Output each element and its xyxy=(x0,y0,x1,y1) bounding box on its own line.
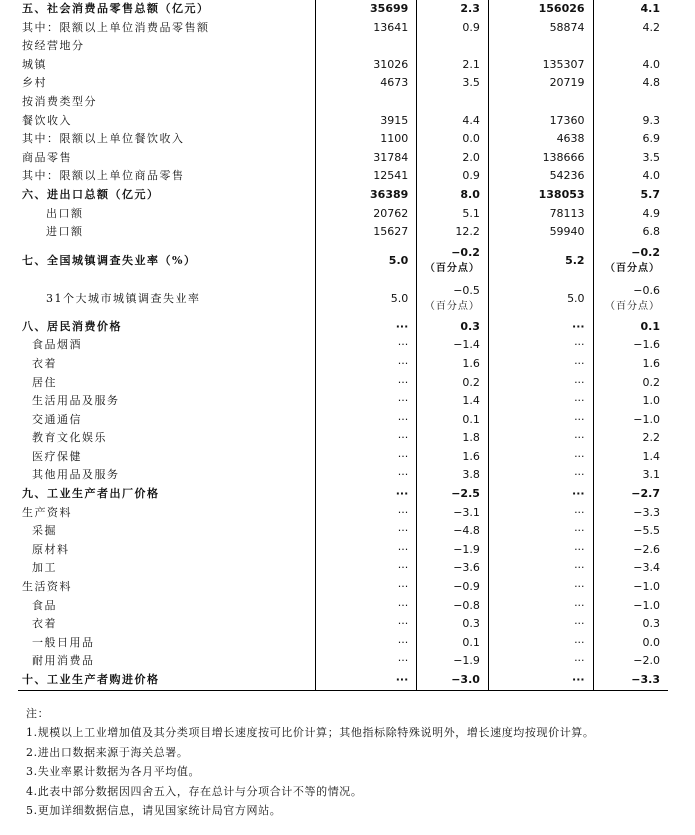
row-label: 31个大城市城镇调查失业率 xyxy=(46,291,201,305)
value-3: 138053 xyxy=(488,186,593,205)
value-text: −0.6 xyxy=(633,283,660,297)
value-4: 0.0 xyxy=(593,634,668,653)
value-3: ··· xyxy=(488,559,593,578)
value-4: 1.4 xyxy=(593,448,668,467)
value-1: 4673 xyxy=(315,74,416,93)
value-3: ··· xyxy=(488,318,593,337)
row-label: 按消费类型分 xyxy=(22,94,97,108)
value-text: −0.2 xyxy=(631,245,660,259)
value-2: 2.1 xyxy=(417,56,489,75)
value-2: −3.6 xyxy=(417,559,489,578)
value-1: 35699 xyxy=(315,0,416,19)
value-2: 3.8 xyxy=(417,466,489,485)
value-3: 78113 xyxy=(488,205,593,224)
value-3: 54236 xyxy=(488,167,593,186)
value-2: 0.9 xyxy=(417,167,489,186)
value-1: 5.0 xyxy=(315,242,416,280)
row-label: 五、社会消费品零售总额（亿元） xyxy=(22,2,210,15)
value-4: −3.3 xyxy=(593,671,668,690)
table-row xyxy=(18,504,668,523)
row-label: 教育文化娱乐 xyxy=(32,431,107,445)
value-2: 1.6 xyxy=(417,355,489,374)
value-1: ··· xyxy=(315,355,416,374)
value-2: −3.1 xyxy=(417,504,489,523)
row-label: 医疗保健 xyxy=(32,449,82,463)
value-1: 31784 xyxy=(315,149,416,168)
value-3: ··· xyxy=(488,597,593,616)
value-2: −2.5 xyxy=(417,485,489,504)
value-2: −0.8 xyxy=(417,597,489,616)
row-label: 八、居民消费价格 xyxy=(22,319,122,333)
value-1: ··· xyxy=(315,671,416,690)
value-2: 0.2 xyxy=(417,374,489,393)
unit-note: （百分点） xyxy=(605,300,660,312)
value-1: ··· xyxy=(315,411,416,430)
table-row xyxy=(18,0,668,19)
value-3: ··· xyxy=(488,634,593,653)
value-2: −0.9 xyxy=(417,578,489,597)
table-row xyxy=(18,186,668,205)
value-4: −1.0 xyxy=(593,578,668,597)
value-1: ··· xyxy=(315,522,416,541)
table-row xyxy=(18,280,668,318)
value-2: −1.4 xyxy=(417,336,489,355)
note-item: 2.进出口数据来源于海关总署。 xyxy=(26,745,189,759)
table-row xyxy=(18,392,668,411)
value-2: −4.8 xyxy=(417,522,489,541)
row-label: 居住 xyxy=(32,375,57,389)
table-row xyxy=(18,355,668,374)
row-label: 一般日用品 xyxy=(32,635,95,649)
value-2: 0.3 xyxy=(417,318,489,337)
row-label: 原材料 xyxy=(32,542,70,556)
table-row xyxy=(18,615,668,634)
value-1: ··· xyxy=(315,392,416,411)
value-4: 4.9 xyxy=(593,205,668,224)
value-1: ··· xyxy=(315,336,416,355)
value-3: ··· xyxy=(488,336,593,355)
table-row xyxy=(18,167,668,186)
value-1: ··· xyxy=(315,448,416,467)
value-4 xyxy=(593,37,668,56)
row-label: 加工 xyxy=(32,561,57,575)
value-3: 5.2 xyxy=(488,242,593,280)
row-label: 出口额 xyxy=(46,206,84,220)
value-4: 1.0 xyxy=(593,392,668,411)
value-1: 36389 xyxy=(315,186,416,205)
value-2: 12.2 xyxy=(417,223,489,242)
table-row xyxy=(18,466,668,485)
note-item: 1.规模以上工业增加值及其分类项目增长速度按可比价计算；其他指标除特殊说明外，增长速度均按现价计算。 xyxy=(26,726,595,740)
unit-note: （百分点） xyxy=(605,262,660,274)
table-row xyxy=(18,149,668,168)
value-4: 3.1 xyxy=(593,466,668,485)
value-1: 1100 xyxy=(315,130,416,149)
value-4: 4.8 xyxy=(593,74,668,93)
value-1: ··· xyxy=(315,485,416,504)
value-3: ··· xyxy=(488,541,593,560)
row-label: 生产资料 xyxy=(22,505,72,519)
value-4 xyxy=(593,242,668,280)
row-label: 七、全国城镇调查失业率（%） xyxy=(22,253,197,267)
row-label: 九、工业生产者出厂价格 xyxy=(22,487,160,501)
value-text: −0.2 xyxy=(451,245,480,259)
value-3 xyxy=(488,37,593,56)
value-2 xyxy=(417,280,489,318)
value-1: ··· xyxy=(315,578,416,597)
note-item: 5.更加详细数据信息，请见国家统计局官方网站。 xyxy=(26,804,282,818)
unit-note: （百分点） xyxy=(424,300,480,312)
table-row xyxy=(18,19,668,38)
value-1 xyxy=(315,93,416,112)
value-2: 5.1 xyxy=(417,205,489,224)
value-4: 4.0 xyxy=(593,56,668,75)
value-3: 138666 xyxy=(488,149,593,168)
value-1 xyxy=(315,37,416,56)
value-1: ··· xyxy=(315,466,416,485)
value-3: ··· xyxy=(488,485,593,504)
table-row xyxy=(18,336,668,355)
table-row xyxy=(18,485,668,504)
value-4: 9.3 xyxy=(593,112,668,131)
value-4: 1.6 xyxy=(593,355,668,374)
row-label: 生活资料 xyxy=(22,580,72,594)
value-4: 4.1 xyxy=(593,0,668,19)
value-2: 0.1 xyxy=(417,634,489,653)
value-3: ··· xyxy=(488,429,593,448)
value-3: ··· xyxy=(488,504,593,523)
table-row xyxy=(18,652,668,671)
value-3: 58874 xyxy=(488,19,593,38)
notes-title: 注： xyxy=(26,707,50,720)
table-row xyxy=(18,37,668,56)
value-3: ··· xyxy=(488,652,593,671)
table-row xyxy=(18,448,668,467)
row-label: 采掘 xyxy=(32,524,57,538)
footnotes xyxy=(26,704,666,820)
table-row xyxy=(18,74,668,93)
row-label: 生活用品及服务 xyxy=(32,394,120,408)
value-1: 5.0 xyxy=(315,280,416,318)
value-1: 15627 xyxy=(315,223,416,242)
value-4: −2.6 xyxy=(593,541,668,560)
table-row xyxy=(18,411,668,430)
value-3: ··· xyxy=(488,392,593,411)
table-row xyxy=(18,374,668,393)
value-3: 156026 xyxy=(488,0,593,19)
value-3: ··· xyxy=(488,448,593,467)
value-1: ··· xyxy=(315,374,416,393)
row-label: 六、进出口总额（亿元） xyxy=(22,187,160,201)
row-label: 其中：限额以上单位商品零售 xyxy=(22,169,185,183)
unit-note: （百分点） xyxy=(424,262,480,274)
value-1: ··· xyxy=(315,318,416,337)
value-2: 1.4 xyxy=(417,392,489,411)
statistics-table xyxy=(18,0,668,691)
value-4: 4.2 xyxy=(593,19,668,38)
value-3: 59940 xyxy=(488,223,593,242)
value-1: ··· xyxy=(315,615,416,634)
value-1: ··· xyxy=(315,541,416,560)
value-1: 31026 xyxy=(315,56,416,75)
value-4: 6.9 xyxy=(593,130,668,149)
row-label: 衣着 xyxy=(32,356,57,370)
value-4: 0.1 xyxy=(593,318,668,337)
value-3: ··· xyxy=(488,671,593,690)
value-4: 6.8 xyxy=(593,223,668,242)
value-4: 0.2 xyxy=(593,374,668,393)
value-2: −1.9 xyxy=(417,541,489,560)
value-4: −2.7 xyxy=(593,485,668,504)
value-4 xyxy=(593,280,668,318)
row-label: 乡村 xyxy=(22,76,47,90)
value-1: ··· xyxy=(315,429,416,448)
value-4: −3.3 xyxy=(593,504,668,523)
value-3: ··· xyxy=(488,411,593,430)
table-row xyxy=(18,559,668,578)
row-label: 其他用品及服务 xyxy=(32,468,120,482)
value-1: ··· xyxy=(315,559,416,578)
table-row xyxy=(18,578,668,597)
value-3: 5.0 xyxy=(488,280,593,318)
value-2: 1.6 xyxy=(417,448,489,467)
value-2: 0.0 xyxy=(417,130,489,149)
value-3: ··· xyxy=(488,522,593,541)
value-2 xyxy=(417,93,489,112)
value-1: 3915 xyxy=(315,112,416,131)
table-row xyxy=(18,130,668,149)
value-1: 12541 xyxy=(315,167,416,186)
value-3: ··· xyxy=(488,615,593,634)
value-1: ··· xyxy=(315,652,416,671)
row-label: 衣着 xyxy=(32,617,57,631)
table-row xyxy=(18,112,668,131)
value-3: 135307 xyxy=(488,56,593,75)
value-1: 20762 xyxy=(315,205,416,224)
row-label: 其中：限额以上单位消费品零售额 xyxy=(22,20,210,34)
value-3: ··· xyxy=(488,466,593,485)
value-3: ··· xyxy=(488,355,593,374)
value-3: ··· xyxy=(488,578,593,597)
value-4: 0.3 xyxy=(593,615,668,634)
row-label: 餐饮收入 xyxy=(22,113,72,127)
value-2: −1.9 xyxy=(417,652,489,671)
table-row xyxy=(18,56,668,75)
value-2: 2.3 xyxy=(417,0,489,19)
table-row xyxy=(18,634,668,653)
value-1: ··· xyxy=(315,597,416,616)
value-2: 0.9 xyxy=(417,19,489,38)
table-row xyxy=(18,671,668,690)
row-label: 食品 xyxy=(32,598,57,612)
row-label: 进口额 xyxy=(46,225,84,239)
row-label: 其中：限额以上单位餐饮收入 xyxy=(22,132,185,146)
note-item: 3.失业率累计数据为各月平均值。 xyxy=(26,765,201,779)
table-row xyxy=(18,597,668,616)
value-4: −1.0 xyxy=(593,411,668,430)
value-3: 17360 xyxy=(488,112,593,131)
value-2 xyxy=(417,37,489,56)
row-label: 食品烟酒 xyxy=(32,338,82,352)
table-row xyxy=(18,522,668,541)
value-4: −2.0 xyxy=(593,652,668,671)
value-4: 4.0 xyxy=(593,167,668,186)
table-row xyxy=(18,223,668,242)
value-2: 0.1 xyxy=(417,411,489,430)
value-3 xyxy=(488,93,593,112)
value-4: −1.6 xyxy=(593,336,668,355)
row-label: 交通通信 xyxy=(32,412,82,426)
value-4 xyxy=(593,93,668,112)
table-row xyxy=(18,205,668,224)
value-2: 1.8 xyxy=(417,429,489,448)
row-label: 十、工业生产者购进价格 xyxy=(18,671,315,690)
row-label: 按经营地分 xyxy=(22,39,85,53)
value-3: 20719 xyxy=(488,74,593,93)
row-label: 城镇 xyxy=(22,57,47,71)
value-2: −3.0 xyxy=(417,671,489,690)
value-3: ··· xyxy=(488,374,593,393)
value-2: 3.5 xyxy=(417,74,489,93)
row-label: 耐用消费品 xyxy=(32,654,95,668)
note-item: 4.此表中部分数据因四舍五入，存在总计与分项合计不等的情况。 xyxy=(26,784,363,798)
table-row xyxy=(18,242,668,280)
value-1: 13641 xyxy=(315,19,416,38)
value-2: 8.0 xyxy=(417,186,489,205)
value-2 xyxy=(417,242,489,280)
table-row xyxy=(18,541,668,560)
value-2: 4.4 xyxy=(417,112,489,131)
table-row xyxy=(18,429,668,448)
value-4: 2.2 xyxy=(593,429,668,448)
value-text: −0.5 xyxy=(453,283,480,297)
value-4: 3.5 xyxy=(593,149,668,168)
value-2: 2.0 xyxy=(417,149,489,168)
table-row xyxy=(18,93,668,112)
value-2: 0.3 xyxy=(417,615,489,634)
value-4: −5.5 xyxy=(593,522,668,541)
value-4: −1.0 xyxy=(593,597,668,616)
table-row xyxy=(18,318,668,337)
value-4: 5.7 xyxy=(593,186,668,205)
value-3: 4638 xyxy=(488,130,593,149)
value-4: −3.4 xyxy=(593,559,668,578)
value-1: ··· xyxy=(315,634,416,653)
value-1: ··· xyxy=(315,504,416,523)
row-label: 商品零售 xyxy=(22,150,72,164)
